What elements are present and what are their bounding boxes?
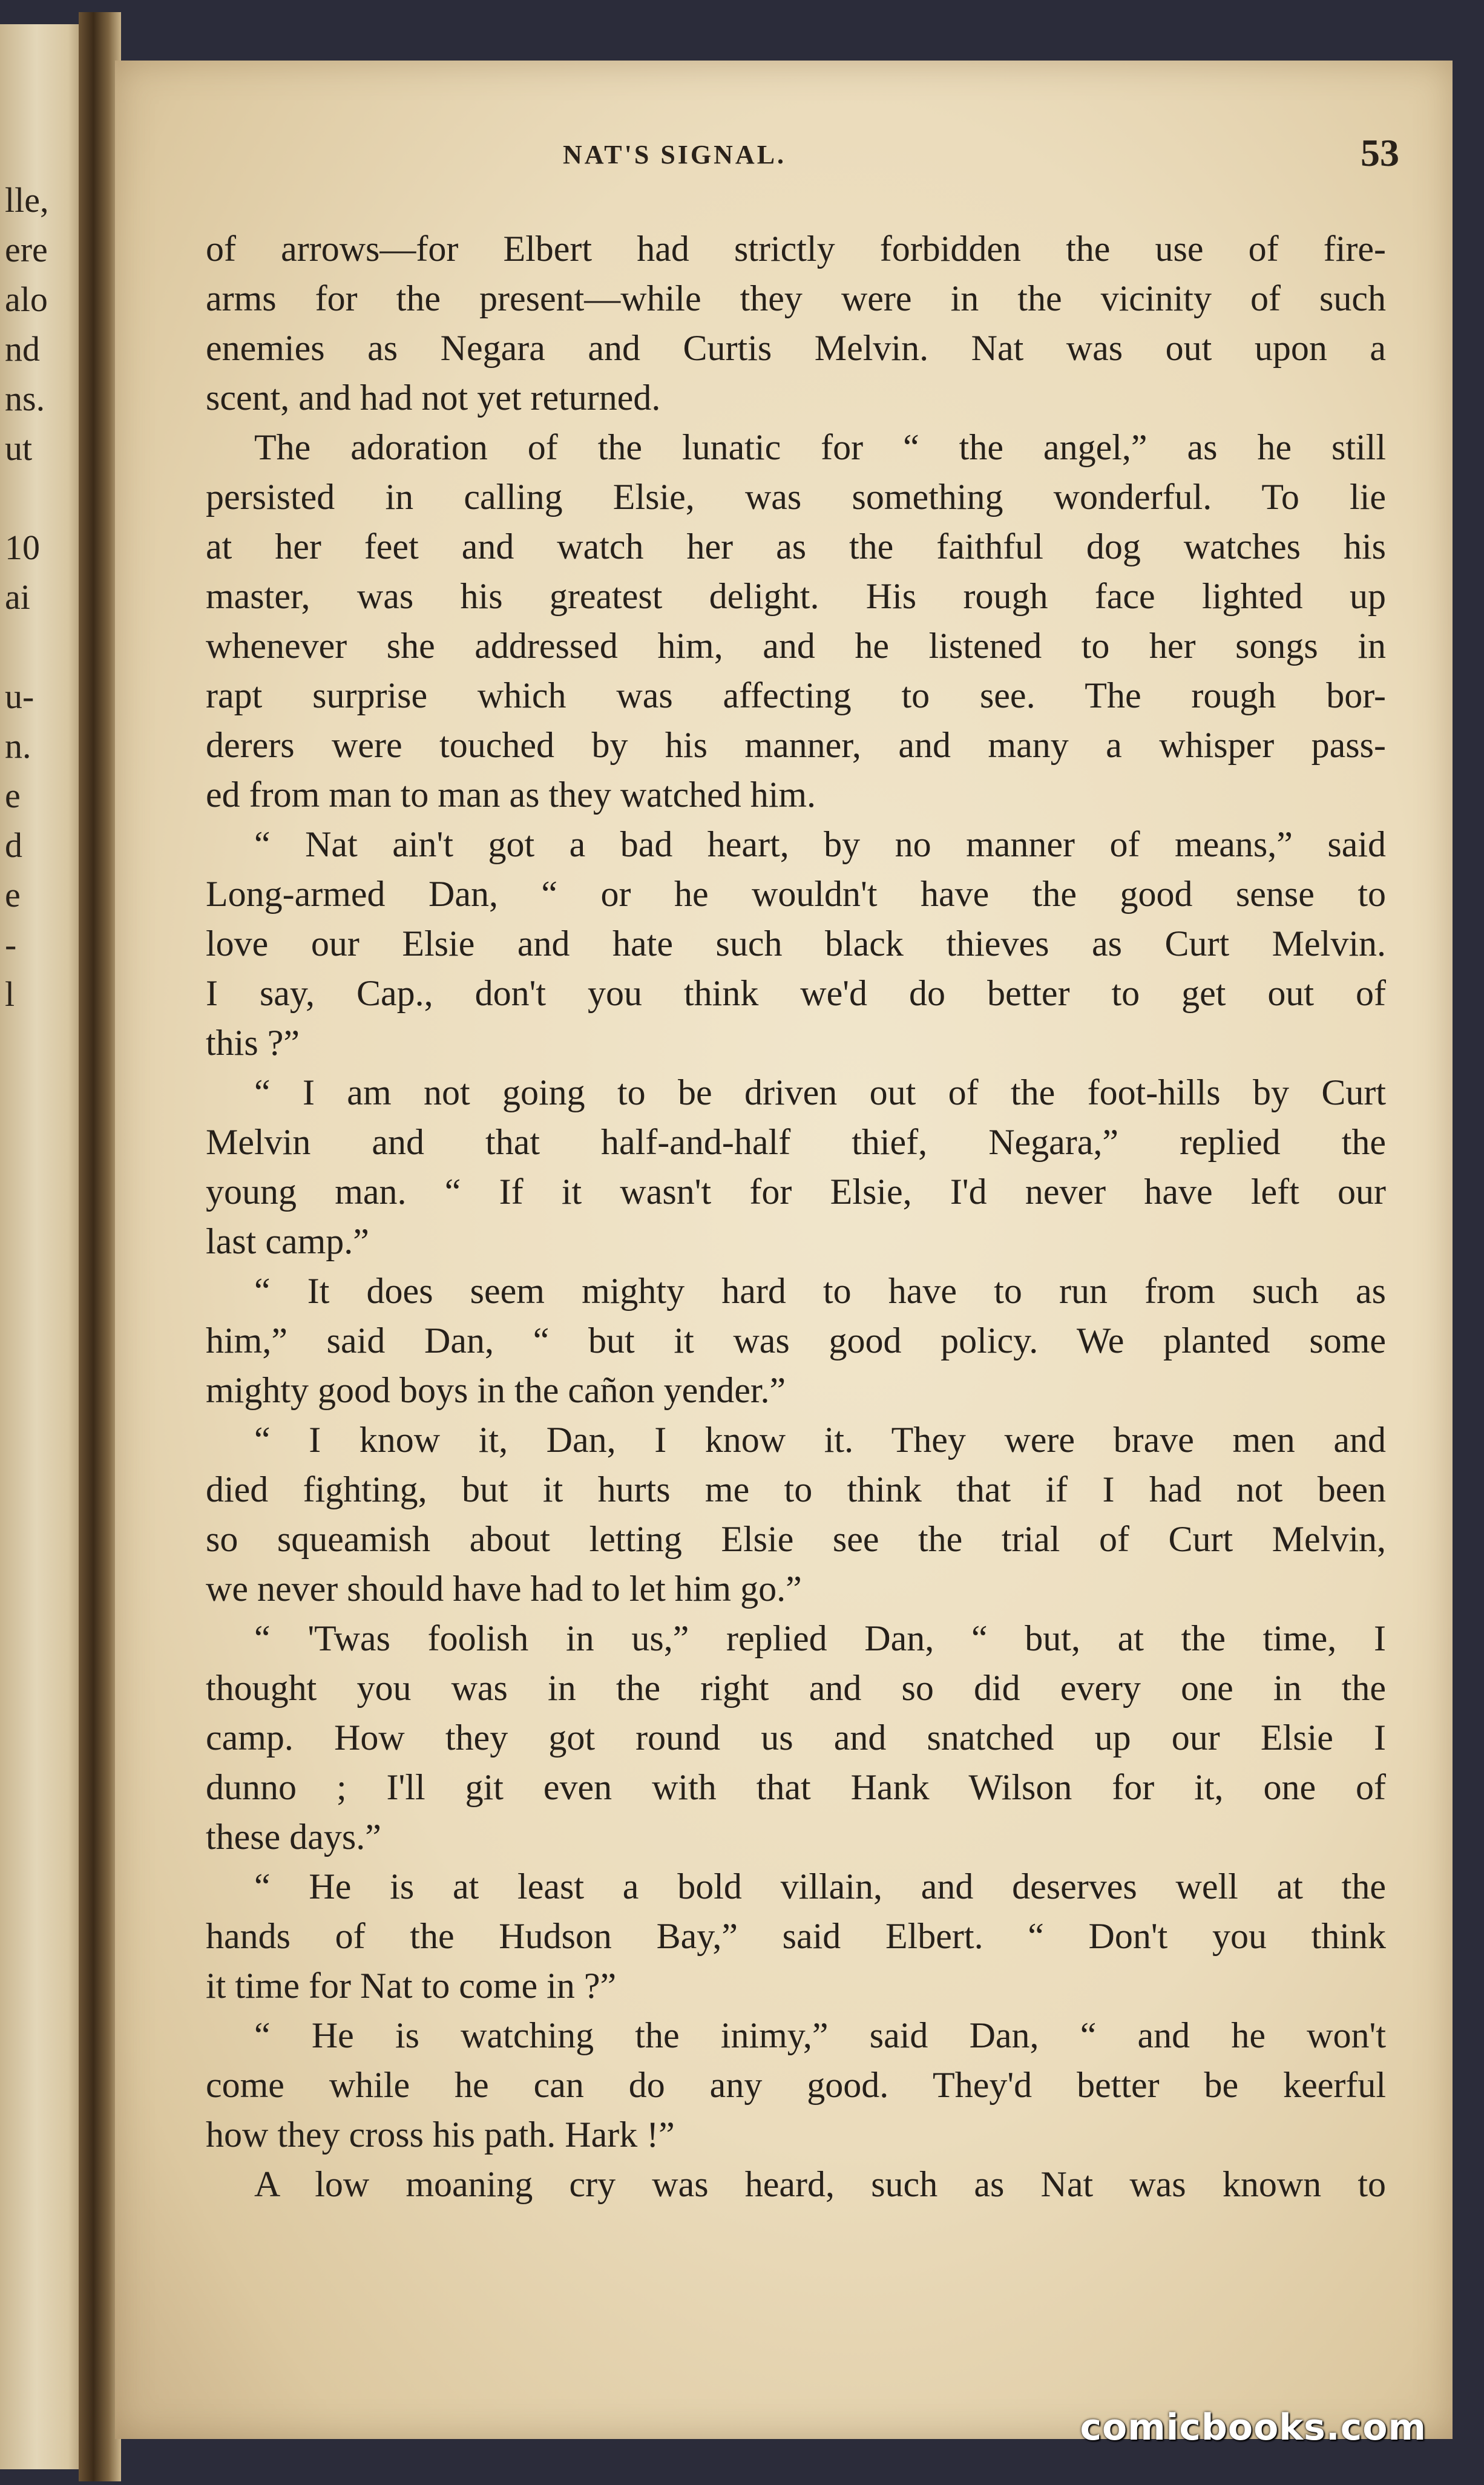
text-line: I say, Cap., don't you think we'd do better to get out of — [206, 973, 1386, 1013]
text-line: young man. “ If it wasn't for Elsie, I'd never have left our — [206, 1172, 1386, 1212]
text-line: A low moaning cry was heard, such as Nat was known to — [254, 2164, 1386, 2204]
running-head — [115, 131, 1453, 188]
body-text — [206, 224, 1386, 2209]
facing-page-fragment: ut — [5, 428, 33, 468]
text-line: we never should have had to let him go.” — [206, 1569, 802, 1609]
facing-page-fragment: nd — [5, 329, 40, 369]
text-line: it time for Nat to come in ?” — [206, 1966, 617, 2006]
text-line: hands of the Hudson Bay,” said Elbert. “ Don't you think — [206, 1916, 1386, 1956]
text-line: come while he can do any good. They'd better be keerful — [206, 2065, 1386, 2105]
text-line: him,” said Dan, “ but it was good policy. We planted some — [206, 1321, 1386, 1361]
text-line: mighty good boys in the cañon yender.” — [206, 1370, 786, 1410]
text-line: last camp.” — [206, 1221, 369, 1261]
text-line: died fighting, but it hurts me to think that if I had not been — [206, 1469, 1386, 1509]
text-line: Melvin and that half-and-half thief, Negara,” replied the — [206, 1122, 1386, 1162]
facing-page-fragment: ns. — [5, 379, 45, 418]
book-page — [115, 61, 1453, 2439]
facing-page-fragment: e — [5, 875, 21, 914]
text-line: this ?” — [206, 1023, 300, 1063]
text-line: whenever she addressed him, and he listened to her songs in — [206, 626, 1386, 666]
facing-page-fragment: n. — [5, 726, 31, 766]
text-line: so squeamish about letting Elsie see the trial of Curt Melvin, — [206, 1519, 1386, 1559]
text-line: persisted in calling Elsie, was something wonderful. To lie — [206, 477, 1386, 517]
text-line: “ I am not going to be driven out of the foot-hills by Curt — [254, 1072, 1386, 1112]
facing-page-edge — [0, 24, 91, 2469]
text-line: rapt surprise which was affecting to see. The rough bor- — [206, 675, 1386, 715]
text-line: “ Nat ain't got a bad heart, by no manner of means,” said — [254, 824, 1386, 864]
text-line: thought you was in the right and so did every one in the — [206, 1668, 1386, 1708]
text-line: these days.” — [206, 1817, 381, 1857]
facing-page-fragment: e — [5, 776, 21, 815]
text-line: “ He is at least a bold villain, and deserves well at the — [254, 1866, 1386, 1906]
page-number: 53 — [1361, 131, 1399, 174]
text-line: “ I know it, Dan, I know it. They were brave men and — [254, 1420, 1386, 1460]
text-line: how they cross his path. Hark !” — [206, 2115, 675, 2155]
text-line: derers were touched by his manner, and many a whisper pass- — [206, 725, 1386, 765]
watermark: comicbooks.com — [1080, 2406, 1427, 2449]
text-line: “ 'Twas foolish in us,” replied Dan, “ but, at the time, I — [254, 1618, 1386, 1658]
facing-page-fragment: d — [5, 826, 22, 865]
text-line: “ It does seem mighty hard to have to run from such as — [254, 1271, 1386, 1311]
facing-page-fragment: ai — [5, 577, 30, 617]
text-line: scent, and had not yet returned. — [206, 378, 661, 418]
facing-page-fragment: alo — [5, 280, 48, 319]
text-line: enemies as Negara and Curtis Melvin. Nat was out upon a — [206, 328, 1386, 368]
facing-page-fragment: 10 — [5, 528, 40, 567]
text-line: at her feet and watch her as the faithful dog watches his — [206, 527, 1386, 566]
facing-page-fragment: ere — [5, 230, 48, 269]
running-head-title: NAT'S SIGNAL. — [563, 140, 787, 169]
text-line: ed from man to man as they watched him. — [206, 775, 816, 815]
text-line: master, was his greatest delight. His rough face lighted up — [206, 576, 1386, 616]
facing-page-fragment: l — [5, 974, 15, 1014]
text-line: arms for the present—while they were in the vicinity of such — [206, 278, 1386, 318]
text-line: dunno ; I'll git even with that Hank Wilson for it, one of — [206, 1767, 1386, 1807]
text-line: love our Elsie and hate such black thieves as Curt Melvin. — [206, 924, 1386, 963]
facing-page-fragment: u- — [5, 677, 34, 716]
text-line: The adoration of the lunatic for “ the angel,” as he still — [254, 427, 1386, 467]
text-line: of arrows—for Elbert had strictly forbidden the use of fire- — [206, 229, 1386, 269]
text-line: camp. How they got round us and snatched up our Elsie I — [206, 1718, 1386, 1758]
facing-page-fragment: lle, — [5, 180, 49, 220]
text-line: Long-armed Dan, “ or he wouldn't have the good sense to — [206, 874, 1386, 914]
facing-page-fragment: - — [5, 925, 17, 964]
text-line: “ He is watching the inimy,” said Dan, “ and he won't — [254, 2015, 1386, 2055]
